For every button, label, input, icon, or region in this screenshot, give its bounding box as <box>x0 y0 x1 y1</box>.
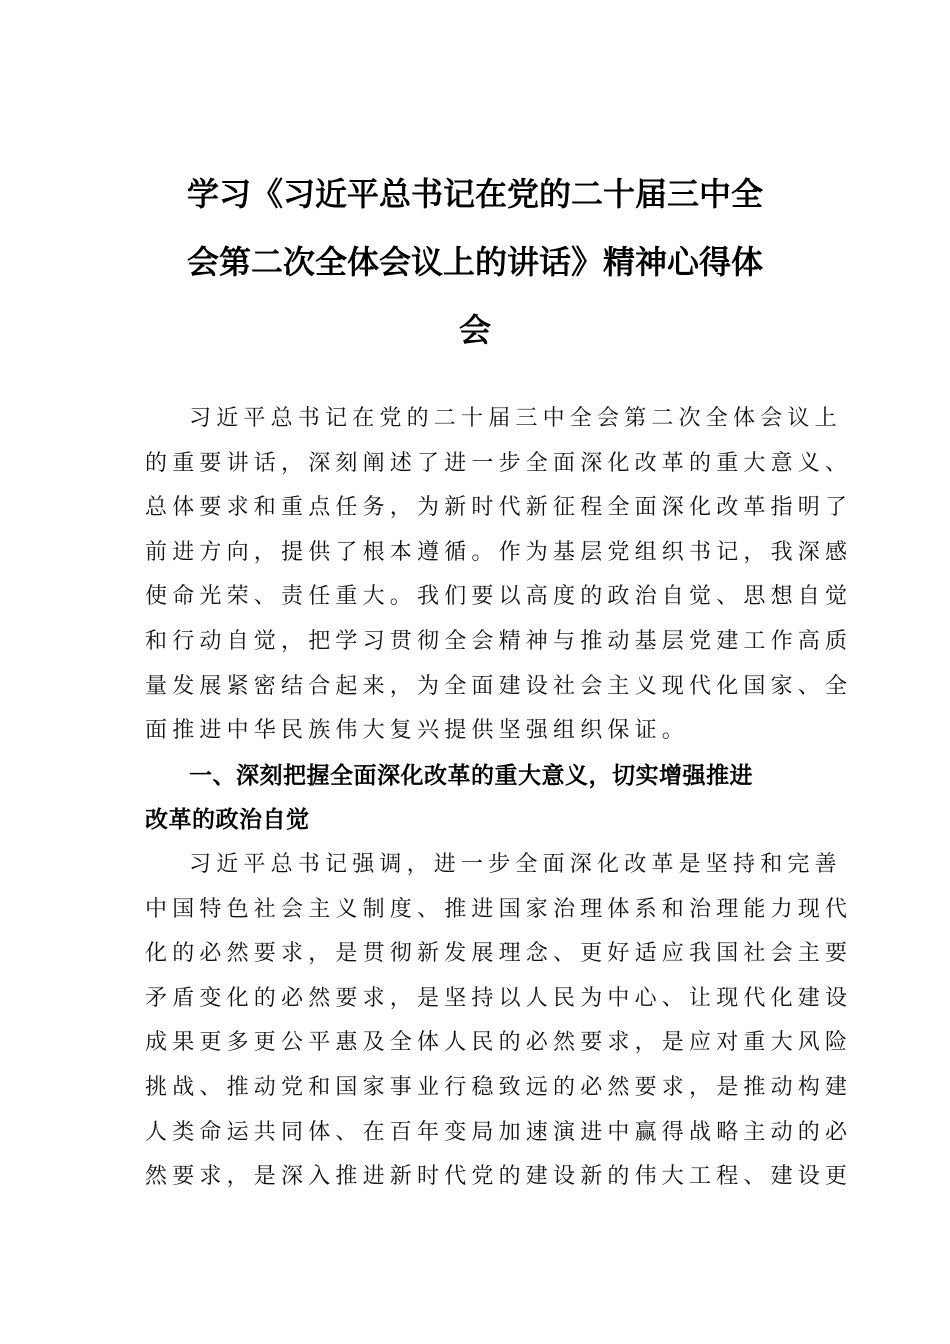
text-line: 的重要讲话，深刻阐述了进一步全面深化改革的重大意义、 <box>145 450 853 476</box>
text-line: 矛盾变化的必然要求，是坚持以人民为中心、让现代化建设 <box>145 985 853 1011</box>
paragraph-intro <box>145 397 853 754</box>
heading-line: 改革的政治自觉 <box>145 807 310 834</box>
text-line: 中国特色社会主义制度、推进国家治理体系和治理能力现代 <box>145 896 853 922</box>
text-line: 人类命运共同体、在百年变局加速演进中赢得战略主动的必 <box>145 1119 853 1145</box>
text-line: 使命光荣、责任重大。我们要以高度的政治自觉、思想自觉 <box>145 584 853 610</box>
text-line: 面推进中华民族伟大复兴提供坚强组织保证。 <box>145 718 690 744</box>
title-line: 会 <box>458 311 491 349</box>
text-line: 习近平总书记强调，进一步全面深化改革是坚持和完善 <box>189 851 842 877</box>
document-title <box>140 160 810 364</box>
heading-line: 一、深刻把握全面深化改革的重大意义，切实增强推进 <box>189 762 753 789</box>
title-line: 会第二次全体会议上的讲话》精神心得体 <box>186 243 763 281</box>
text-line: 挑战、推动党和国家事业行稳致远的必然要求，是推动构建 <box>145 1074 853 1100</box>
document-body <box>145 397 853 1200</box>
text-line: 前进方向，提供了根本遵循。作为基层党组织书记，我深感 <box>145 539 853 565</box>
text-line: 总体要求和重点任务，为新时代新征程全面深化改革指明了 <box>145 495 853 521</box>
text-line: 成果更多更公平惠及全体人民的必然要求，是应对重大风险 <box>145 1030 853 1056</box>
text-line: 习近平总书记在党的二十届三中全会第二次全体会议上 <box>189 406 842 431</box>
text-line: 然要求，是深入推进新时代党的建设新的伟大工程、建设更 <box>145 1164 853 1190</box>
text-line: 化的必然要求，是贯彻新发展理念、更好适应我国社会主要 <box>145 941 853 967</box>
section-heading-1 <box>145 754 810 843</box>
text-line: 和行动自觉，把学习贯彻全会精神与推动基层党建工作高质 <box>145 628 853 654</box>
title-line: 学习《习近平总书记在党的二十届三中全 <box>186 175 763 213</box>
paragraph-section-1 <box>145 843 853 1200</box>
text-line: 量发展紧密结合起来，为全面建设社会主义现代化国家、全 <box>145 673 853 699</box>
